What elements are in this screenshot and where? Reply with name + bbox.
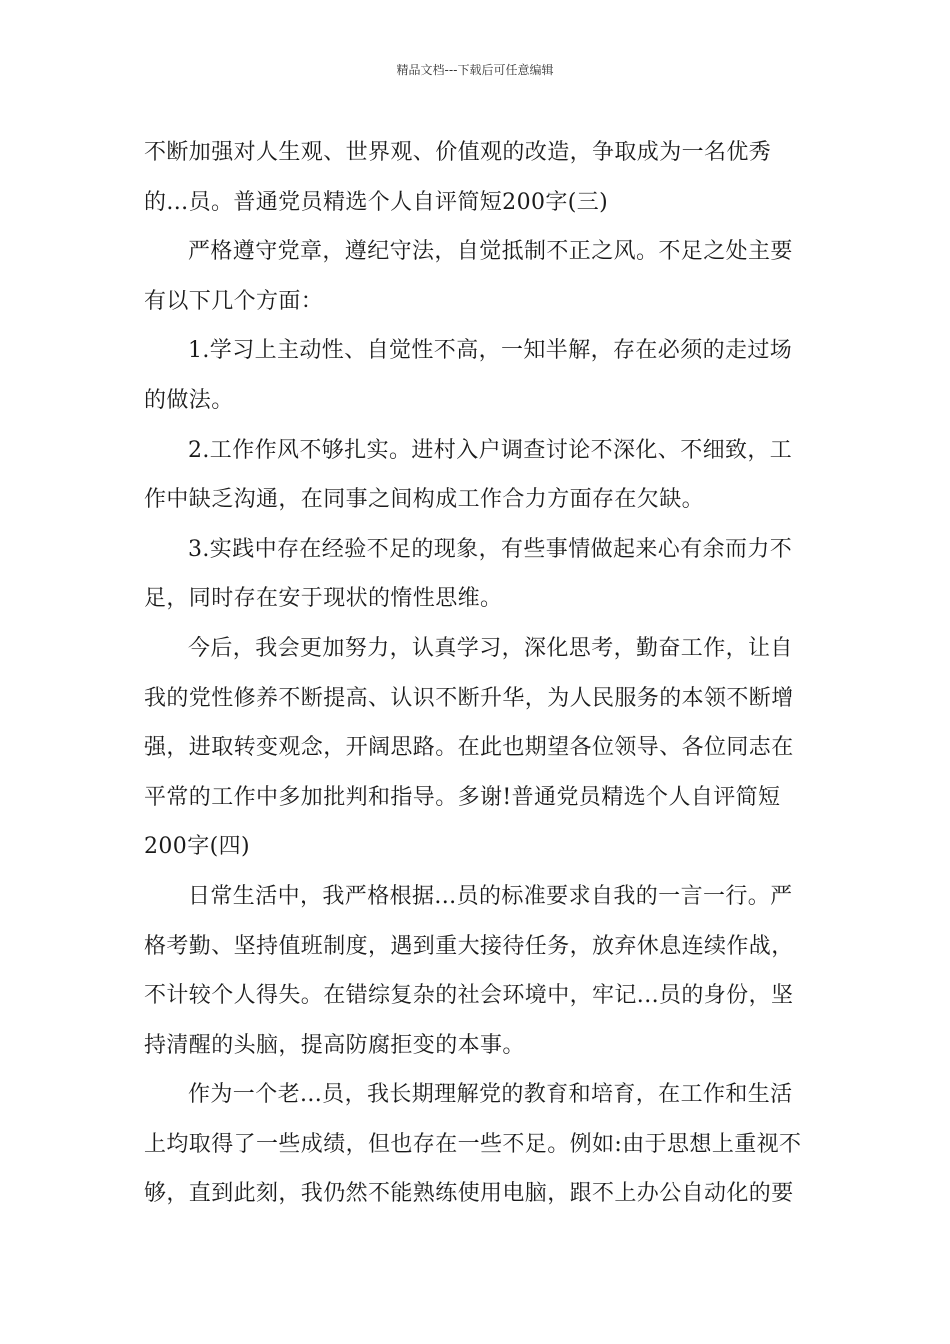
text-line: 作为一个老...员，我长期理解党的教育和培育，在工作和生活 xyxy=(188,1082,793,1108)
text-line: 格考勤、坚持值班制度，遇到重大接待任务，放弃休息连续作战， xyxy=(144,933,794,959)
text-line: 强，进取转变观念，开阔思路。在此也期望各位领导、各位同志在 xyxy=(144,735,794,761)
text-line: 有以下几个方面： xyxy=(144,288,324,314)
text-line: 不计较个人得失。在错综复杂的社会环境中，牢记...员的身份，坚 xyxy=(144,983,794,1009)
text-line: 够，直到此刻，我仍然不能熟练使用电脑，跟不上办公自动化的要 xyxy=(144,1181,794,1207)
text-line: 2.工作作风不够扎实。进村入户调查讨论不深化、不细致，工 xyxy=(188,437,793,463)
text-line: 200字(四) xyxy=(144,834,250,860)
document-body xyxy=(144,128,808,1219)
text-line: 持清醒的头脑，提高防腐拒变的本事。 xyxy=(144,1032,525,1058)
text-line: 我的党性修养不断提高、认识不断升华，为人民服务的本领不断增 xyxy=(144,685,794,711)
page-header: 精品文档---下载后可任意编辑 xyxy=(396,63,554,77)
text-line: 足，同时存在安于现状的惰性思维。 xyxy=(144,586,503,612)
text-line: 1.学习上主动性、自觉性不高，一知半解，存在必须的走过场 xyxy=(188,338,793,364)
text-line: 的做法。 xyxy=(144,387,234,413)
text-line: 日常生活中，我严格根据...员的标准要求自我的一言一行。严 xyxy=(188,883,793,909)
text-line: 的...员。普通党员精选个人自评简短200字(三) xyxy=(144,189,609,215)
text-line: 平常的工作中多加批判和指导。多谢!普通党员精选个人自评简短 xyxy=(144,784,781,810)
text-line: 作中缺乏沟通，在同事之间构成工作合力方面存在欠缺。 xyxy=(144,487,705,513)
text-line: 严格遵守党章，遵纪守法，自觉抵制不正之风。不足之处主要 xyxy=(188,239,793,265)
text-line: 今后，我会更加努力，认真学习，深化思考，勤奋工作，让自 xyxy=(188,635,793,661)
text-line: 3.实践中存在经验不足的现象，有些事情做起来心有余而力不 xyxy=(188,536,793,562)
text-line: 上均取得了一些成绩，但也存在一些不足。例如:由于思想上重视不 xyxy=(144,1131,802,1157)
text-line: 不断加强对人生观、世界观、价值观的改造，争取成为一名优秀 xyxy=(144,140,772,165)
